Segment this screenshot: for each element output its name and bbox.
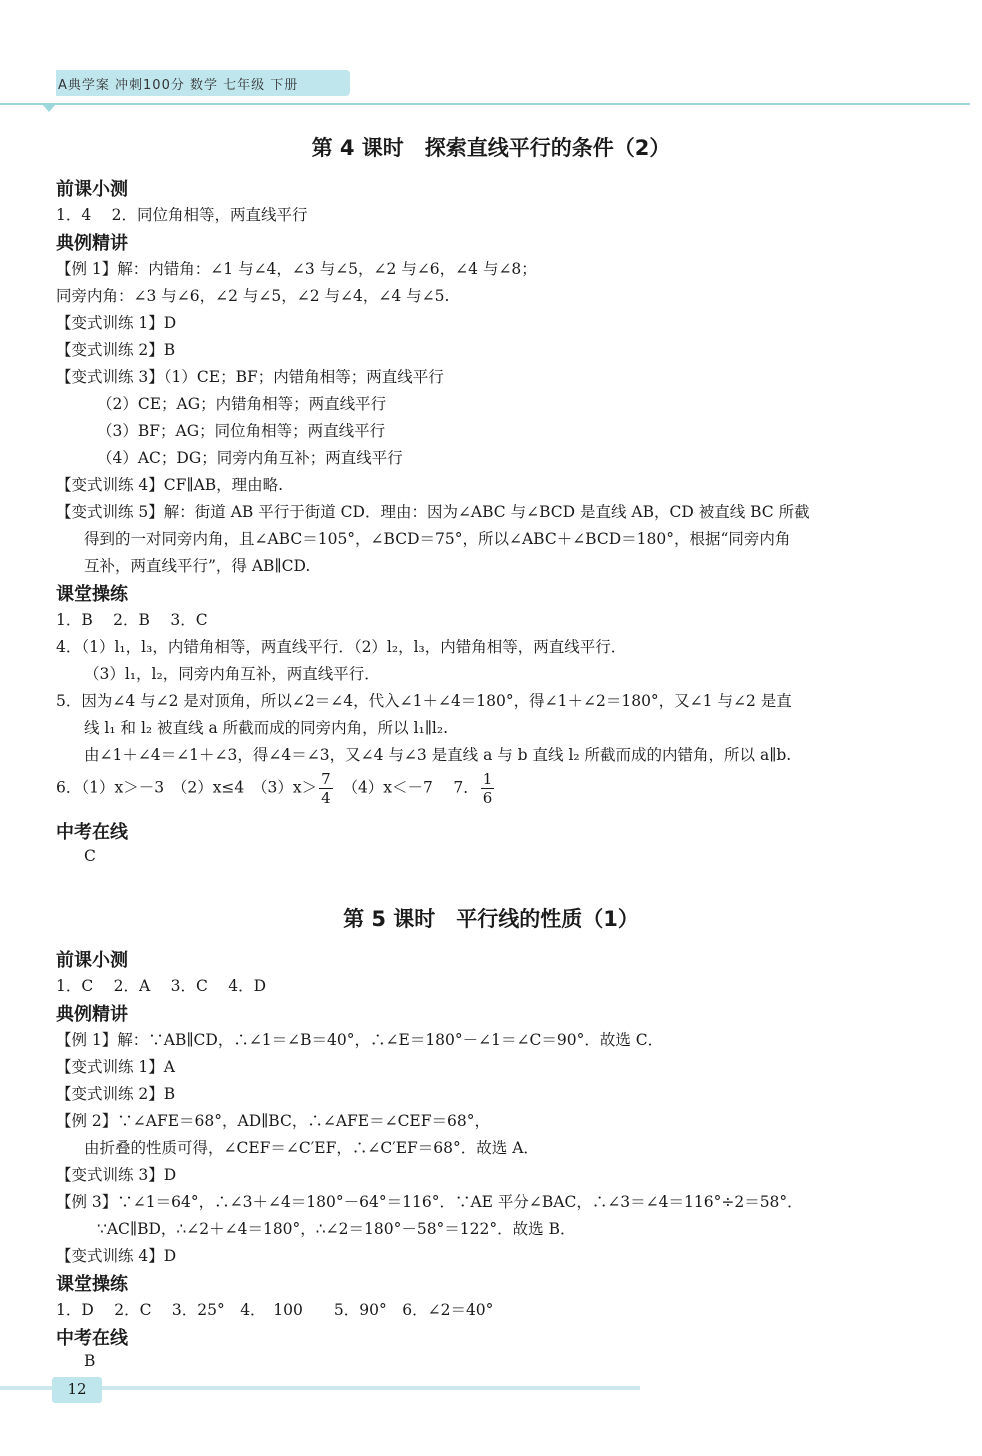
text-line: C (84, 847, 96, 865)
text-line: 由折叠的性质可得，∠CEF＝∠C′EF，∴∠C′EF＝68°．故选 A． (84, 1139, 539, 1157)
lesson5-title: 第 5 课时 平行线的性质（1） (343, 907, 639, 931)
section-heading: 中考在线 (56, 1328, 128, 1349)
text-line: ∵AC∥BD，∴∠2＋∠4＝180°，∴∠2＝180°－58°＝122°．故选 B． (97, 1220, 576, 1238)
text-span: （4）x＜－7 7． (334, 778, 479, 797)
section-heading: 前课小测 (56, 179, 128, 200)
text-line: 【变式训练 2】B (56, 1085, 176, 1103)
text-line: 线 l₁ 和 l₂ 被直线 a 所截而成的同旁内角，所以 l₁∥l₂. (84, 719, 449, 737)
text-line: 由∠1＋∠4＝∠1＋∠3，得∠4＝∠3，又∠4 与∠3 是直线 a 与 b 直线 l₂ 所截而成的内错角，所以 a∥b. (84, 746, 792, 764)
text-line: 【变式训练 2】B (56, 341, 176, 359)
section-heading: 典例精讲 (56, 1004, 128, 1025)
text-line: 同旁内角：∠3 与∠6，∠2 与∠5，∠2 与∠4，∠4 与∠5. (56, 287, 450, 305)
inequality-answers (56, 770, 496, 807)
text-line: 互补，两直线平行”，得 AB∥CD. (84, 557, 311, 575)
fraction-denominator: 4 (321, 789, 331, 807)
text-line: 1．B 2．B 3．C (56, 611, 208, 629)
text-span: 6．（1）x＞－3 （2）x≤4 （3）x＞ (56, 778, 318, 797)
text-line: B (84, 1352, 96, 1370)
header-title: A典学案 冲刺100分 数学 七年级 下册 (58, 78, 299, 93)
section-heading: 课堂操练 (56, 1274, 128, 1295)
fraction-one-sixth (481, 770, 495, 807)
text-line: （3）BF；AG；同位角相等；两直线平行 (97, 422, 386, 440)
section-heading: 课堂操练 (56, 584, 128, 605)
section-heading: 前课小测 (56, 950, 128, 971)
header-notch (42, 104, 56, 112)
page-number: 12 (67, 1380, 87, 1398)
section-heading: 典例精讲 (56, 233, 128, 254)
fraction-numerator: 1 (482, 770, 493, 788)
text-line: 【例 1】解：内错角：∠1 与∠4，∠3 与∠5，∠2 与∠6，∠4 与∠8； (56, 260, 537, 278)
text-line: 【变式训练 4】CF∥AB，理由略. (56, 476, 284, 494)
text-line: 得到的一对同旁内角，且∠ABC＝105°，∠BCD＝75°，所以∠ABC＋∠BCD＝180°，根据“同旁内角 (84, 530, 791, 548)
section-heading: 中考在线 (56, 822, 128, 843)
fraction-denominator: 6 (482, 789, 493, 807)
fraction-numerator: 7 (321, 770, 331, 788)
text-line: 4．（1）l₁，l₃，内错角相等，两直线平行．（2）l₂，l₃，内错角相等，两直线平行． (56, 638, 627, 656)
text-line: 1．D 2．C 3．25° 4． 100 5．90° 6．∠2＝40° (56, 1301, 494, 1319)
text-line: 【例 1】解：∵AB∥CD，∴∠1＝∠B＝40°，∴∠E＝180°－∠1＝∠C＝90°．故选 C． (56, 1031, 664, 1049)
text-line: 1．4 2．同位角相等，两直线平行 (56, 206, 308, 224)
text-line: 5．因为∠4 与∠2 是对顶角，所以∠2＝∠4，代入∠1＋∠4＝180°，得∠1＋∠2＝180°，又∠1 与∠2 是直 (56, 692, 792, 710)
text-line: 【例 3】∵∠1＝64°，∴∠3＋∠4＝180°－64°＝116°．∵AE 平分∠BAC，∴∠3＝∠4＝116°÷2＝58°． (56, 1193, 803, 1211)
fraction-seven-fourths (319, 770, 333, 807)
text-line: 【变式训练 1】D (56, 314, 177, 332)
text-line: 【变式训练 3】D (56, 1166, 177, 1184)
text-line: 【变式训练 1】A (56, 1058, 175, 1076)
lesson4-title: 第 4 课时 探索直线平行的条件（2） (311, 136, 671, 160)
text-line: 【变式训练 3】（1）CE；BF；内错角相等；两直线平行 (56, 368, 444, 386)
text-line: （3）l₁，l₂，同旁内角互补，两直线平行． (84, 665, 380, 683)
text-line: 1．C 2．A 3．C 4．D (56, 977, 267, 995)
text-line: （4）AC；DG；同旁内角互补；两直线平行 (97, 449, 403, 467)
header-divider (0, 103, 970, 105)
text-line: （2）CE；AG；内错角相等；两直线平行 (97, 395, 387, 413)
text-line: 【变式训练 5】解：街道 AB 平行于街道 CD．理由：因为∠ABC 与∠BCD 是直线 AB，CD 被直线 BC 所截 (56, 503, 810, 521)
text-line: 【例 2】∵∠AFE＝68°，AD∥BC，∴∠AFE＝∠CEF＝68°， (56, 1112, 490, 1130)
text-line: 【变式训练 4】D (56, 1247, 177, 1265)
